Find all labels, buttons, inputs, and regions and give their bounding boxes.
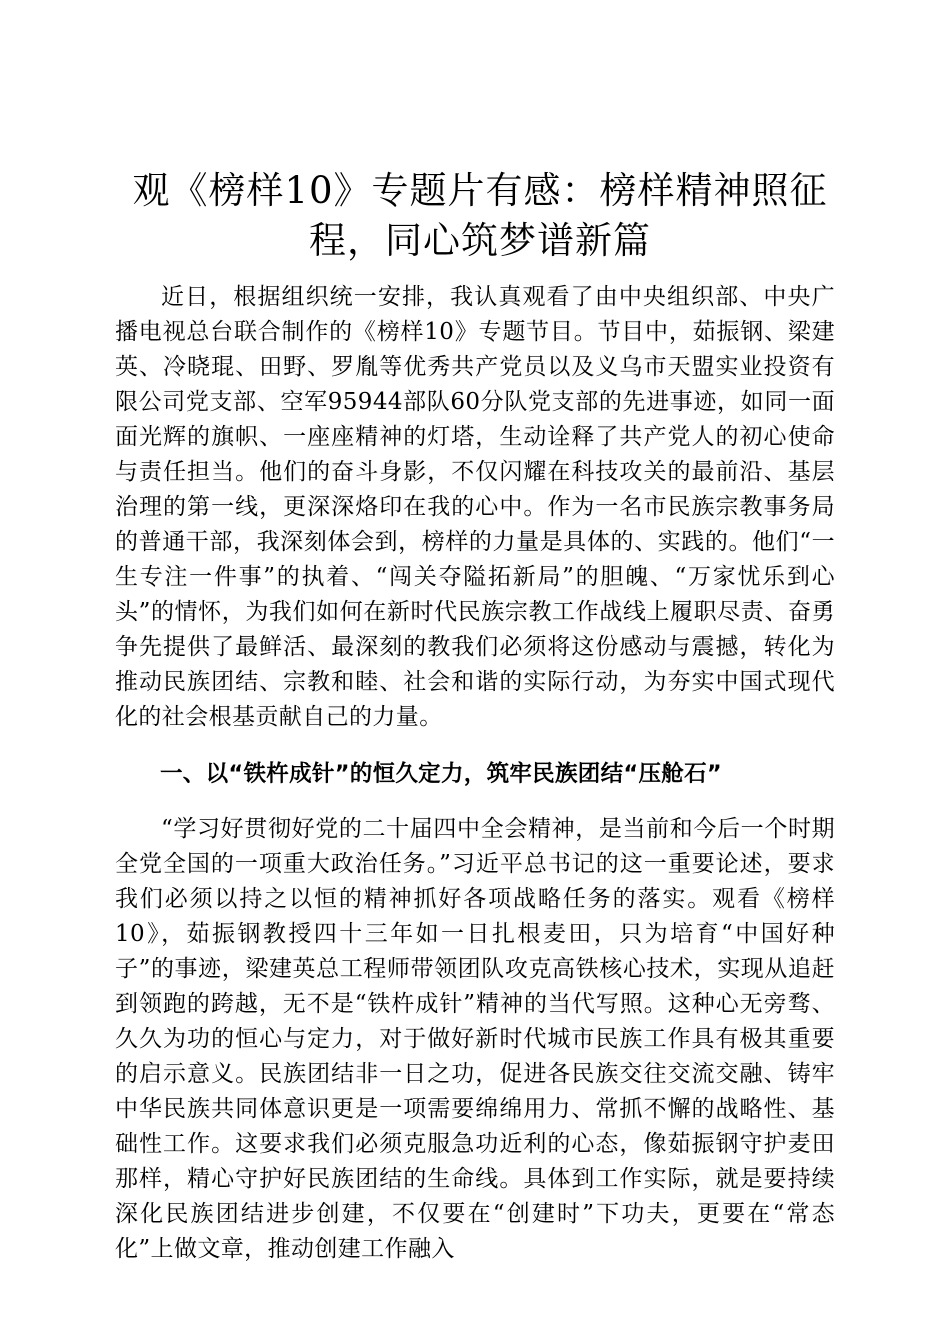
spacer [115, 792, 835, 812]
title-line-1: 观《榜样10》专题片有感：榜样精神照征 [132, 169, 828, 212]
spacer [115, 735, 835, 757]
document-body [115, 280, 835, 1267]
paragraph-intro: 近日，根据组织统一安排，我认真观看了由中央组织部、中央广播电视总台联合制作的《榜样10》专题节目。节目中，茹振钢、梁建英、冷晓琨、田野、罗胤等优秀共产党员以及义乌市天盟实业投资有限公司党支部、空军95944部队60分队党支部的先进事迹，如同一面面光辉的旗帜、一座座精神的灯塔，生动诠释了共产党人的初心使命与责任担当。他们的奋斗身影，不仅闪耀在科技攻关的最前沿、基层治理的第一线，更深深烙印在我的心中。作为一名市民族宗教事务局的普通干部，我深刻体会到，榜样的力量是具体的、实践的。他们“一生专注一件事”的执着、“闯关夺隘拓新局”的胆魄、“万家忧乐到心头”的情怀，为我们如何在新时代民族宗教工作战线上履职尽责、奋勇争先提供了最鲜活、最深刻的教我们必须将这份感动与震撼，转化为推动民族团结、宗教和睦、社会和谐的实际行动，为夯实中国式现代化的社会根基贡献自己的力量。 [115, 284, 835, 730]
paragraph-section-1: “学习好贯彻好党的二十届四中全会精神，是当前和今后一个时期全党全国的一项重大政治任务。”习近平总书记的这一重要论述，要求我们必须以持之以恒的精神抓好各项战略任务的落实。观看《榜样10》，茹振钢教授四十三年如一日扎根麦田，只为培育“中国好种子”的事迹，梁建英总工程师带领团队攻克高铁核心技术，实现从追赶到领跑的跨越，无不是“铁杵成针”精神的当代写照。这种心无旁骛、久久为功的恒心与定力，对于做好新时代城市民族工作具有极其重要的启示意义。民族团结非一日之功，促进各民族交往交流交融、铸牢中华民族共同体意识更是一项需要绵绵用力、常抓不懈的战略性、基础性工作。这要求我们必须克服急功近利的心态，像茹振钢守护麦田那样，精心守护好民族团结的生命线。具体到工作实际，就是要持续深化民族团结进步创建，不仅要在“创建时”下功夫，更要在“常态化”上做文章，推动创建工作融入 [115, 816, 835, 1262]
document-title [100, 166, 860, 266]
section-heading-1: 一、以“铁杵成针”的恒久定力，筑牢民族团结“压舱石” [160, 761, 722, 787]
title-line-2: 程，同心筑梦谱新篇 [309, 219, 651, 262]
